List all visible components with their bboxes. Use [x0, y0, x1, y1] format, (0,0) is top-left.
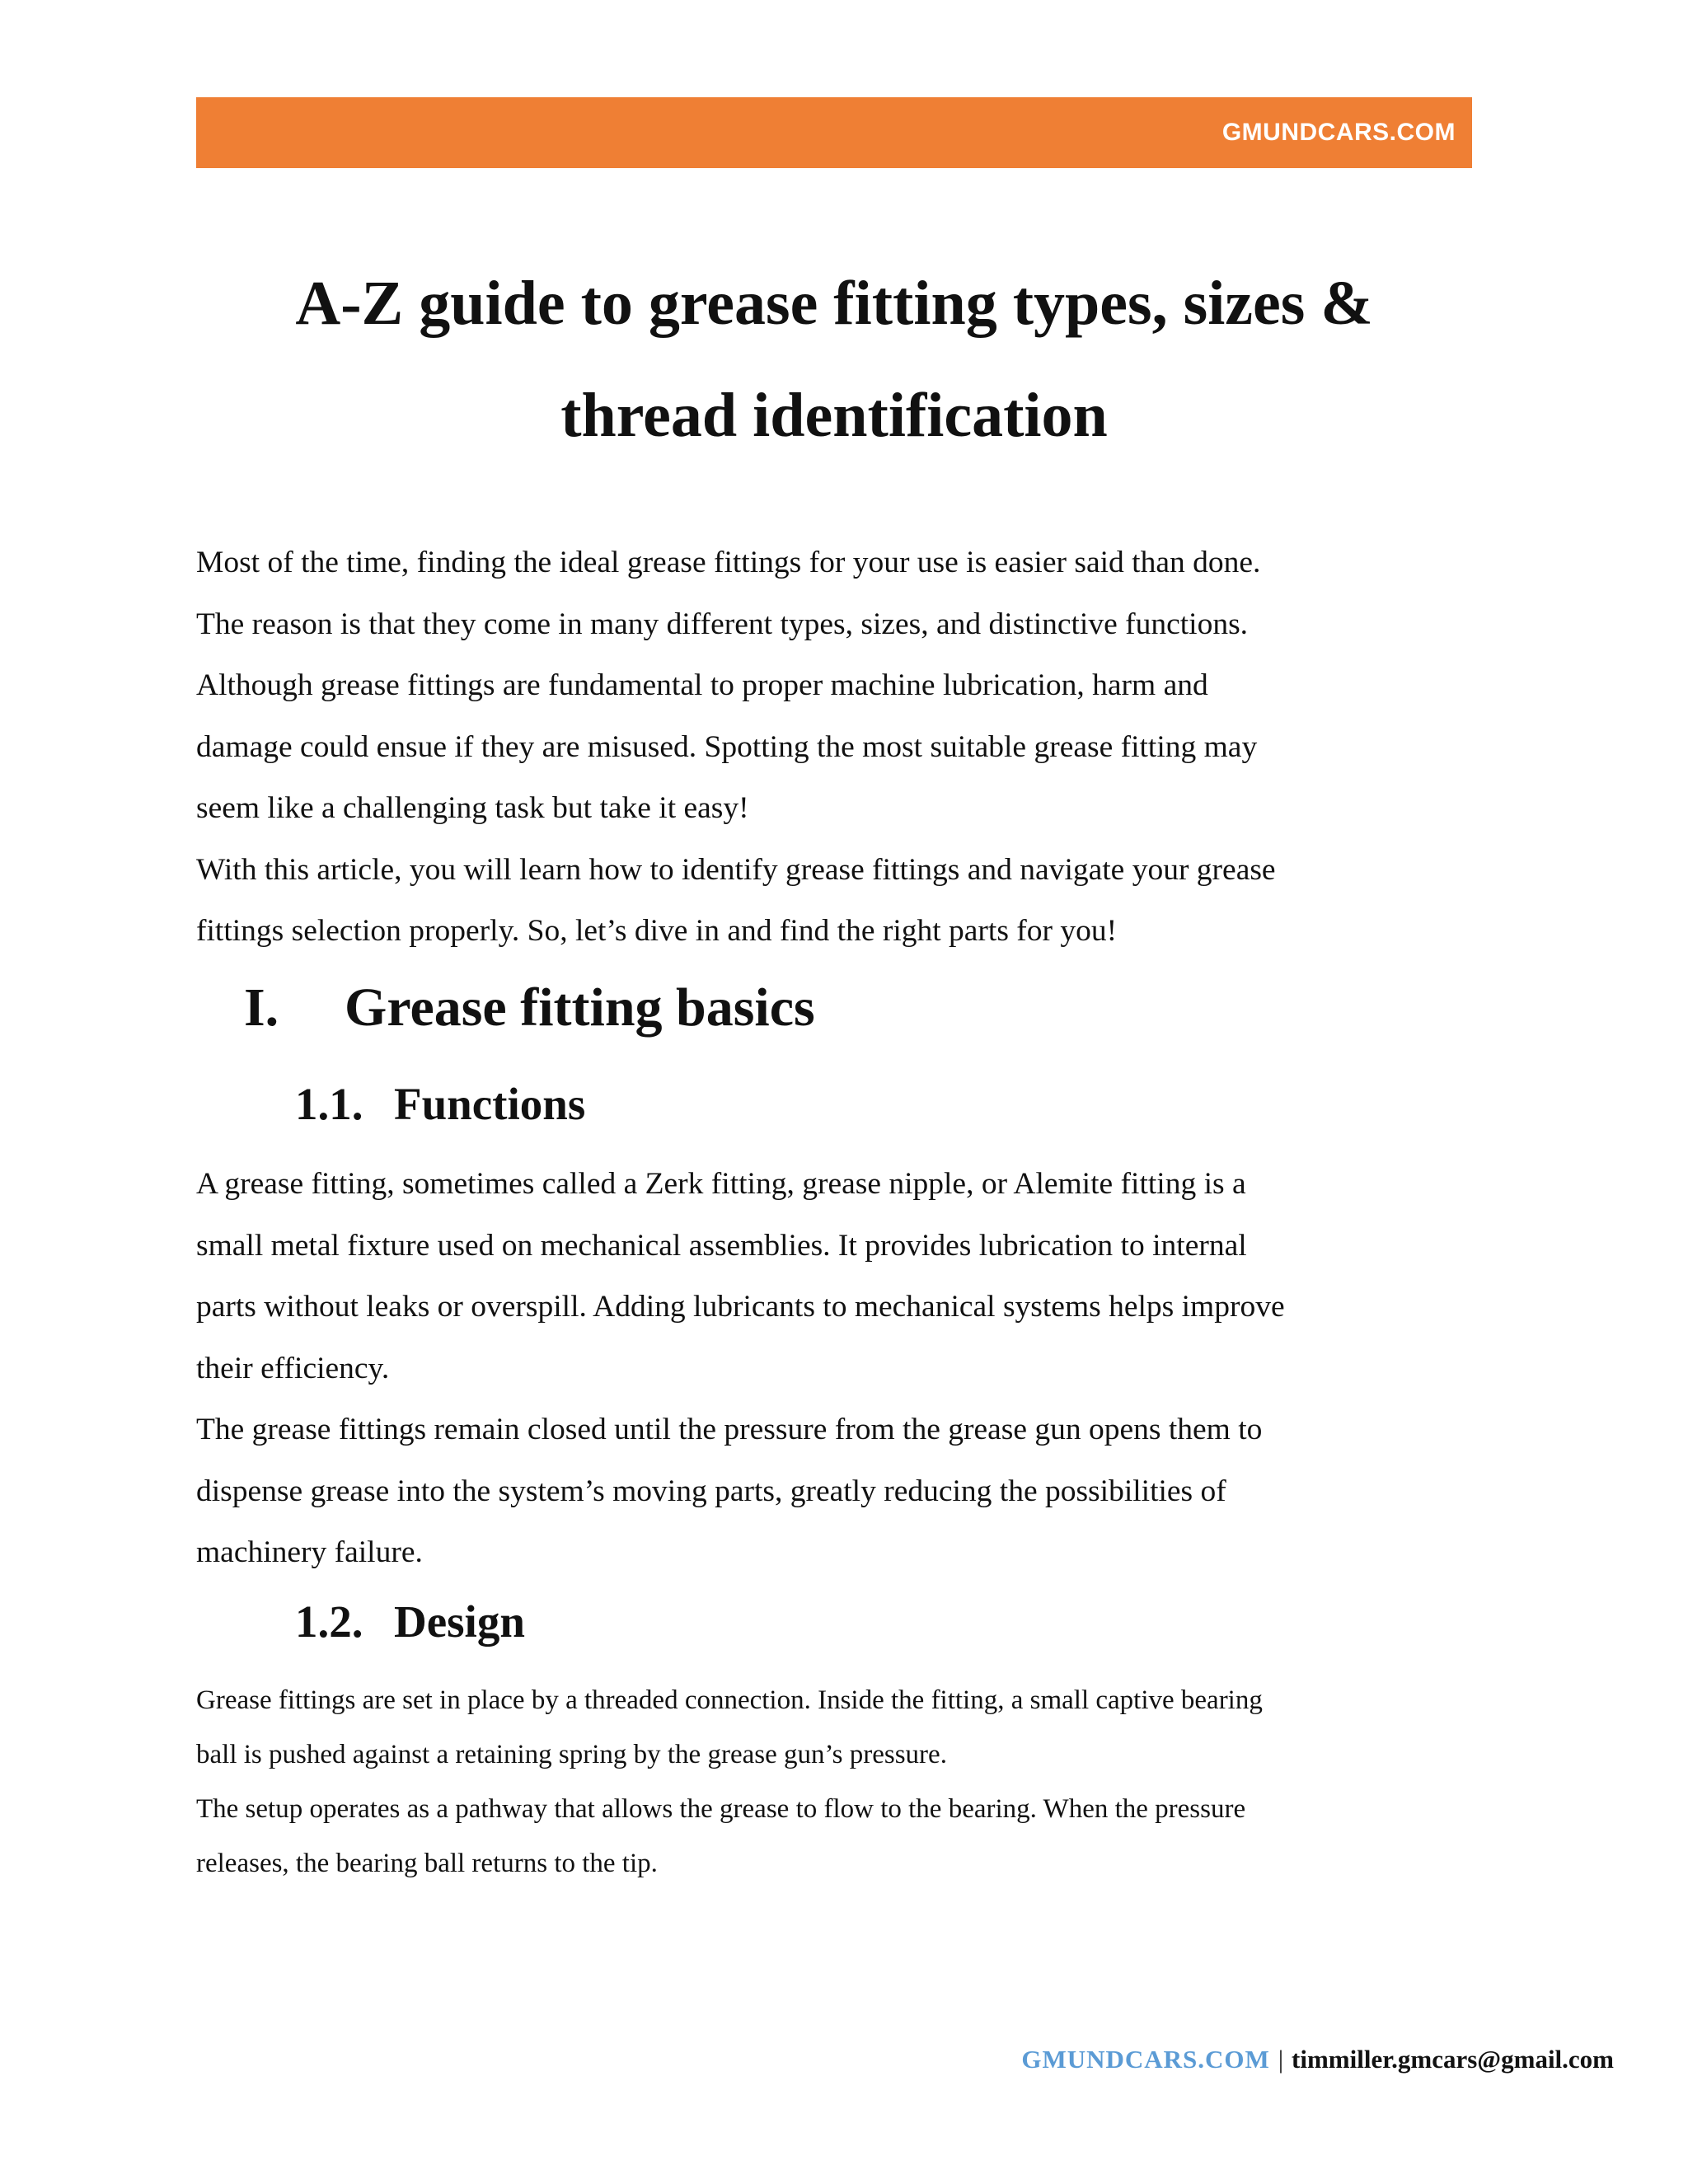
subsection-title: Functions: [394, 1079, 586, 1129]
functions-line: dispense grease into the system’s moving parts, greatly reducing the possibilities of: [196, 1474, 1226, 1508]
functions-paragraph: [196, 1154, 1482, 1584]
subsection-heading-design: [295, 1589, 525, 1655]
design-paragraph: [196, 1673, 1482, 1891]
intro-line: Most of the time, finding the ideal grease fittings for your use is easier said than done.: [196, 546, 1261, 579]
subsection-title: Design: [394, 1596, 525, 1647]
intro-line: seem like a challenging task but take it easy!: [196, 791, 749, 825]
functions-line: machinery failure.: [196, 1535, 423, 1569]
intro-paragraph: [196, 532, 1482, 963]
section-title: Grease fitting basics: [345, 977, 815, 1038]
footer-email[interactable]: timmiller.gmcars@gmail.com: [1292, 2045, 1614, 2074]
functions-line: their efficiency.: [196, 1351, 390, 1385]
functions-line: The grease fittings remain closed until the pressure from the grease gun opens them to: [196, 1413, 1263, 1446]
design-line: releases, the bearing ball returns to the tip.: [196, 1849, 658, 1878]
design-line: ball is pushed against a retaining spring by the grease gun’s pressure.: [196, 1740, 947, 1769]
intro-line: The reason is that they come in many different types, sizes, and distinctive functions.: [196, 607, 1249, 641]
section-number: I.: [244, 977, 279, 1038]
page-title-line-2: thread identification: [560, 381, 1108, 450]
intro-line: Although grease fittings are fundamental to proper machine lubrication, harm and: [196, 668, 1208, 702]
design-line: The setup operates as a pathway that allows the grease to flow to the bearing. When the pressure: [196, 1794, 1246, 1824]
functions-line: small metal fixture used on mechanical assemblies. It provides lubrication to internal: [196, 1228, 1247, 1263]
subsection-number: 1.1.: [295, 1079, 363, 1129]
intro-line: fittings selection properly. So, let’s dive in and find the right parts for you!: [196, 914, 1118, 948]
design-line: Grease fittings are set in place by a threaded connection. Inside the fitting, a small captive bearing: [196, 1685, 1263, 1715]
footer-site-link[interactable]: GMUNDCARS.COM: [1021, 2045, 1270, 2074]
page-footer: [1021, 2039, 1614, 2080]
header-bar: [196, 97, 1472, 168]
section-heading-basics: [244, 971, 815, 1045]
intro-line: With this article, you will learn how to identify grease fittings and navigate your grease: [196, 852, 1276, 887]
functions-line: parts without leaks or overspill. Adding lubricants to mechanical systems helps improve: [196, 1290, 1285, 1324]
subsection-number: 1.2.: [295, 1596, 363, 1647]
page-title: [196, 247, 1472, 471]
header-site-label: GMUNDCARS.COM: [1221, 119, 1456, 146]
page-title-line-1: A-Z guide to grease fitting types, sizes &: [295, 269, 1373, 338]
functions-line: A grease fitting, sometimes called a Zerk fitting, grease nipple, or Alemite fitting is a: [196, 1167, 1246, 1201]
footer-separator: |: [1278, 2045, 1284, 2074]
intro-line: damage could ensue if they are misused. Spotting the most suitable grease fitting may: [196, 729, 1258, 764]
subsection-heading-functions: [295, 1071, 585, 1137]
